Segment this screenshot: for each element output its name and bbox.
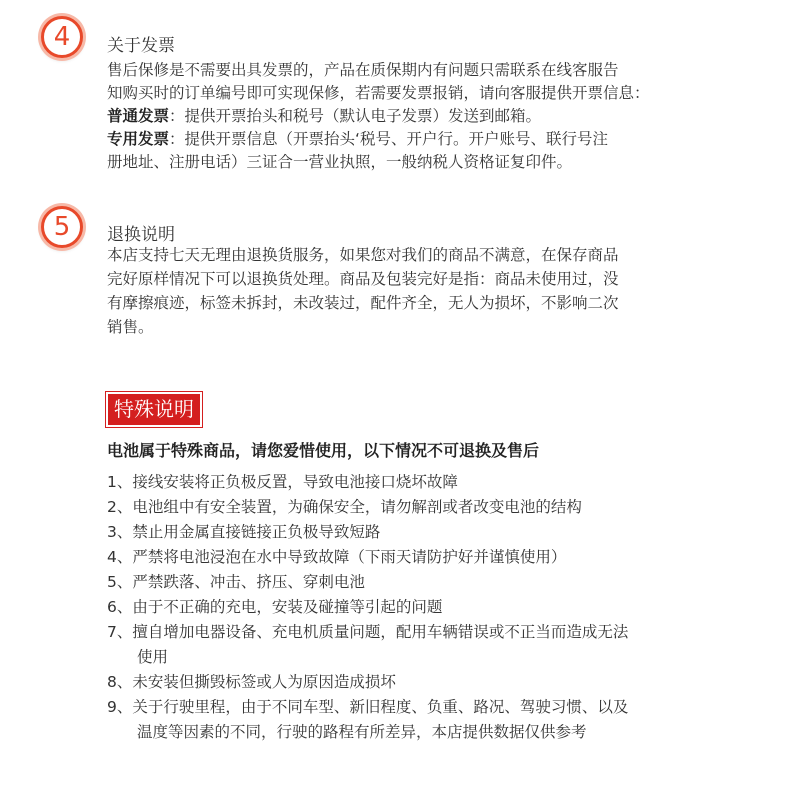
normal-invoice-text: ：提供开票抬头和税号（默认电子发票）发送到邮箱。 (169, 107, 542, 125)
list-item-continuation: 温度等因素的不同，行驶的路程有所差异，本店提供数据仅供参考 (137, 723, 587, 741)
section-5-title: 退换说明 (107, 225, 175, 245)
list-item (107, 595, 628, 620)
return-paragraph (107, 243, 767, 339)
list-item-text: 6、由于不正确的充电，安装及碰撞等引起的问题 (107, 598, 443, 616)
list-item-text: 4、严禁将电池浸泡在水中导致故障（下雨天请防护好并谨慎使用） (107, 548, 567, 566)
list-item-text: 7、擅自增加电器设备、充电机质量问题，配用车辆错误或不正当而造成无法 (107, 623, 629, 641)
list-item-text: 5、严禁跌落、冲击、挤压、穿刺电池 (107, 573, 365, 591)
list-item-text: 2、电池组中有安全装置，为确保安全，请勿解剖或者改变电池的结构 (107, 498, 582, 516)
special-invoice-text: ：提供开票信息（开票抬头‘税号、开户行。开户账号、联行号注 (169, 130, 608, 148)
section-4-title: 关于发票 (107, 36, 175, 56)
normal-invoice-line (107, 105, 767, 128)
list-item-text: 9、关于行驶里程，由于不同车型、新旧程度、负重、路况、驾驶习惯、以及 (107, 698, 629, 716)
special-notes-label: 特殊说明 (106, 392, 202, 427)
special-invoice-label: 专用发票 (107, 130, 170, 148)
list-item (107, 695, 628, 745)
list-item-text: 3、禁止用金属直接链接正负极导致短路 (107, 523, 381, 541)
normal-invoice-label: 普通发票 (107, 107, 170, 125)
list-item-text: 8、未安装但撕毁标签或人为原因造成损坏 (107, 673, 396, 691)
list-item (107, 570, 628, 595)
battery-notes-list (107, 470, 628, 745)
invoice-paragraph (107, 59, 767, 174)
battery-notice-heading: 电池属于特殊商品，请您爱惜使用，以下情况不可退换及售后 (107, 441, 540, 460)
list-item (107, 470, 628, 495)
return-line-2: 完好原样情况下可以退换货处理。商品及包装完好是指：商品未使用过，没 (107, 270, 619, 288)
return-line-3: 有摩擦痕迹，标签未拆封，未改装过，配件齐全，无人为损坏，不影响二次 (107, 294, 619, 312)
invoice-line-1: 售后保修是不需要出具发票的，产品在质保期内有问题只需联系在线客服告 (107, 61, 619, 79)
list-item (107, 520, 628, 545)
section-5-number-badge: 5 (41, 206, 83, 248)
list-item (107, 670, 628, 695)
special-invoice-line-2: 册地址、注册电话）三证合一营业执照，一般纳税人资格证复印件。 (107, 153, 573, 171)
list-item (107, 620, 628, 670)
list-item-text: 1、接线安装将正负极反置，导致电池接口烧坏故障 (107, 473, 458, 491)
return-line-1: 本店支持七天无理由退换货服务，如果您对我们的商品不满意，在保存商品 (107, 246, 619, 264)
section-4-number-badge: 4 (41, 16, 83, 58)
list-item (107, 545, 628, 570)
invoice-line-2: 知购买时的订单编号即可实现保修，若需要发票报销，请向客服提供开票信息： (107, 84, 650, 102)
return-line-4: 销售。 (107, 318, 154, 336)
list-item-continuation: 使用 (137, 648, 169, 666)
special-invoice-line (107, 128, 767, 151)
list-item (107, 495, 628, 520)
